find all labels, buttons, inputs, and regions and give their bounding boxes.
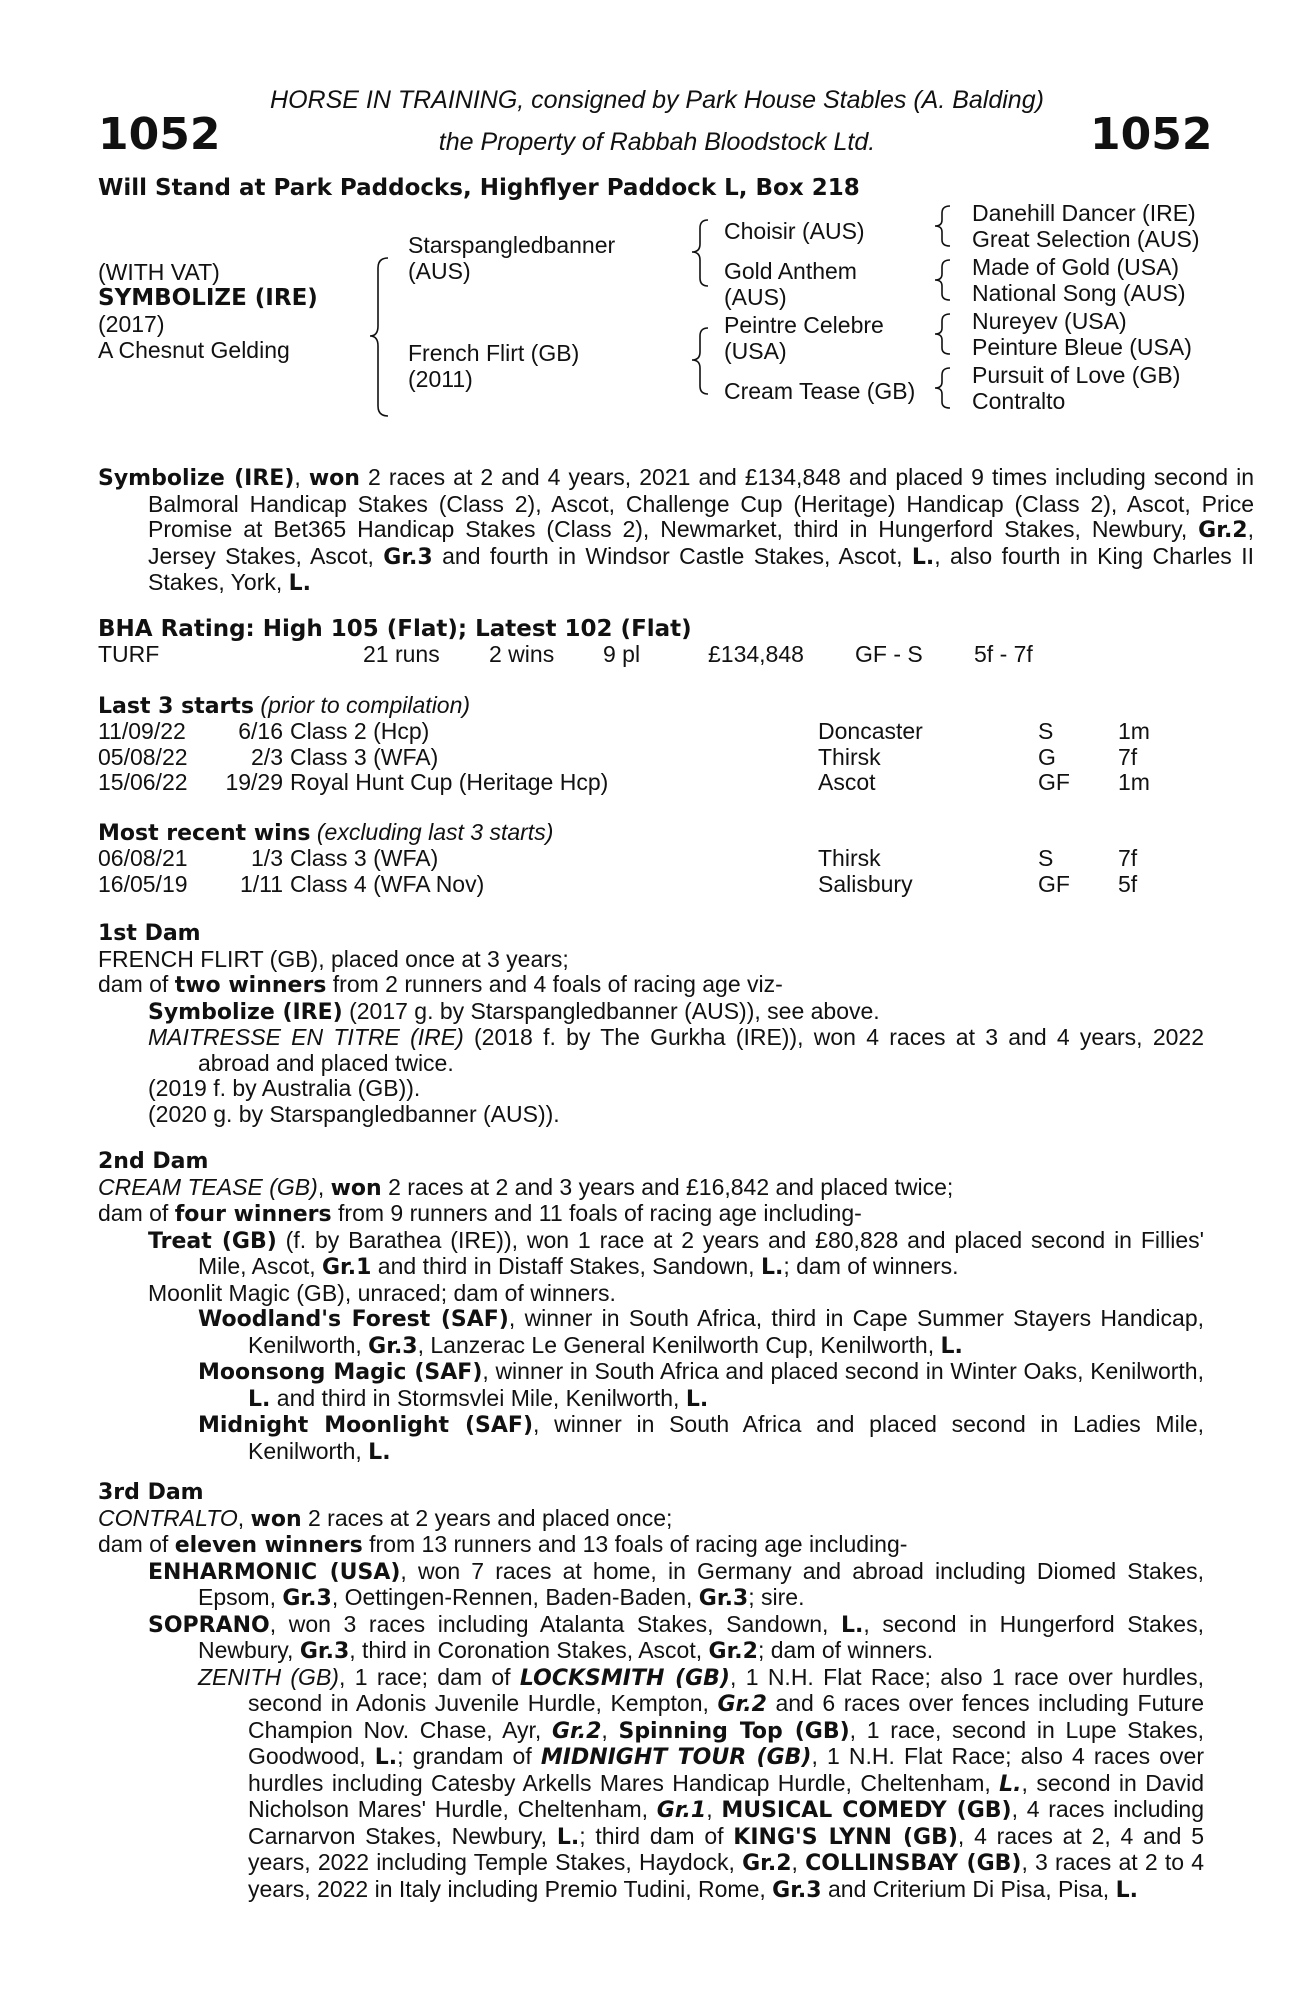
third-dam-record bbox=[98, 1506, 1204, 1533]
turf-record bbox=[98, 642, 1198, 668]
produce-entry bbox=[148, 1612, 1204, 1665]
cell-date: 05/08/22 bbox=[98, 743, 188, 770]
text: , 1 N.H. Flat Race; also 4 races over hurdles including Catesby Arkells Mares Handicap Hurdle, Cheltenham, bbox=[248, 1743, 1204, 1796]
sire-sire-sire: Danehill Dancer (IRE) bbox=[972, 200, 1196, 226]
text: , 1 N.H. Flat Race; also 1 race over hurdles, second in Adonis Juvenile Hurdle, Kempton, bbox=[248, 1663, 1204, 1716]
produce-name: Woodland's Forest (SAF) bbox=[198, 1307, 509, 1332]
produce-name: KING'S LYNN (GB) bbox=[733, 1824, 958, 1850]
listed-badge: L. bbox=[841, 1612, 864, 1638]
listed-badge: L. bbox=[368, 1439, 391, 1465]
text: dam of bbox=[98, 1200, 175, 1226]
grade-badge: Gr.3 bbox=[383, 544, 433, 570]
text: from 2 runners and 4 foals of racing age viz- bbox=[326, 971, 783, 997]
listed-badge: L. bbox=[999, 1771, 1022, 1797]
cell-course: Doncaster bbox=[818, 718, 923, 744]
produce-name: MUSICAL COMEDY (GB) bbox=[721, 1798, 1012, 1823]
text: dam of bbox=[98, 971, 175, 997]
text: from 9 runners and 11 foals of racing age including- bbox=[331, 1200, 862, 1226]
recent-wins-table bbox=[98, 846, 1198, 897]
grade-badge: Gr.2 bbox=[717, 1692, 767, 1717]
third-dam-produce-summary bbox=[98, 1532, 1204, 1559]
first-dam-produce-summary bbox=[98, 972, 1204, 999]
summary-won: won bbox=[308, 466, 360, 491]
consignor-line: HORSE IN TRAINING, consigned by Park House Stables (A. Balding) bbox=[270, 86, 1044, 114]
going-range: GF - S bbox=[855, 641, 923, 667]
cell-race: Royal Hunt Cup (Heritage Hcp) bbox=[290, 769, 609, 795]
sire-country: (AUS) bbox=[408, 258, 471, 284]
recent-win-row bbox=[98, 846, 1198, 872]
text: from 13 runners and 13 foals of racing age including- bbox=[362, 1531, 908, 1557]
foaling-year: (2017) bbox=[98, 311, 165, 337]
cell-race: Class 3 (WFA) bbox=[290, 845, 439, 871]
dam-name: CREAM TEASE (GB) bbox=[98, 1173, 318, 1200]
text: , 4 races including Carnarvon Stakes, Newbury, bbox=[248, 1796, 1205, 1849]
listed-badge: L. bbox=[1115, 1877, 1138, 1903]
dam-dam: Cream Tease (GB) bbox=[724, 378, 916, 404]
produce-name: Midnight Moonlight (SAF) bbox=[198, 1413, 534, 1438]
text: ; grandam of bbox=[397, 1743, 541, 1769]
produce-name: ZENITH (GB) bbox=[198, 1663, 339, 1690]
text: and third in Distaff Stakes, Sandown, bbox=[371, 1253, 761, 1279]
cell-course: Salisbury bbox=[818, 870, 913, 897]
recent-wins-title: Most recent wins bbox=[98, 821, 311, 846]
third-dam-heading: 3rd Dam bbox=[98, 1480, 204, 1505]
cell-course: Thirsk bbox=[818, 743, 881, 770]
produce-name: MIDNIGHT TOUR (GB) bbox=[540, 1745, 812, 1770]
text: , 3 races at 2 to 4 years, 2022 in Italy including Premio Tudini, Rome, bbox=[248, 1849, 1205, 1902]
cell-dist: 7f bbox=[1118, 743, 1138, 770]
horse-description: A Chesnut Gelding bbox=[98, 337, 290, 363]
surface: TURF bbox=[98, 641, 160, 667]
dam-sire-sire: Nureyev (USA) bbox=[972, 308, 1127, 334]
summary-horse-name: Symbolize (IRE) bbox=[98, 466, 295, 491]
won-label: won bbox=[250, 1506, 302, 1532]
produce-name: LOCKSMITH (GB) bbox=[519, 1665, 730, 1691]
first-dam-section bbox=[98, 921, 1204, 1127]
text: , Lanzerac Le General Kenilworth Cup, Kenilworth, bbox=[417, 1331, 941, 1358]
last-start-row bbox=[98, 745, 1198, 771]
cell-pos: 1/11 bbox=[239, 870, 283, 897]
last-starts-title: Last 3 starts bbox=[98, 694, 255, 719]
grade-badge: Gr.3 bbox=[772, 1877, 822, 1903]
text: ; dam of winners. bbox=[757, 1637, 934, 1663]
grade-badge: Gr.3 bbox=[698, 1586, 749, 1611]
sire-dam-country: (AUS) bbox=[724, 284, 787, 310]
text: , third in Coronation Stakes, Ascot, bbox=[349, 1637, 709, 1663]
cell-course: Ascot bbox=[818, 769, 876, 795]
pedigree-table bbox=[0, 190, 1314, 420]
cell-race: Class 4 (WFA Nov) bbox=[290, 870, 485, 897]
text: , 1 race; dam of bbox=[338, 1663, 520, 1690]
recent-wins-heading bbox=[98, 820, 553, 847]
listed-badge: L. bbox=[911, 544, 935, 570]
vat-note: (WITH VAT) bbox=[98, 259, 220, 285]
dam-name: CONTRALTO bbox=[98, 1504, 238, 1531]
grade-badge: Gr.2 bbox=[551, 1718, 602, 1744]
first-dam-heading: 1st Dam bbox=[98, 921, 201, 946]
cell-dist: 5f bbox=[1118, 870, 1138, 897]
grade-badge: Gr.1 bbox=[321, 1255, 372, 1280]
cell-pos: 1/3 bbox=[251, 845, 283, 871]
text: , Oettingen-Rennen, Baden-Baden, bbox=[331, 1584, 699, 1610]
cell-going: S bbox=[1038, 845, 1054, 871]
text: and 6 races over fences including Future Champion Nov. Chase, Ayr, bbox=[248, 1690, 1204, 1743]
grade-badge: Gr.2 bbox=[742, 1851, 792, 1876]
text: , bbox=[317, 1173, 331, 1200]
text: 2 races at 2 years and placed once; bbox=[301, 1504, 673, 1531]
cell-dist: 1m bbox=[1118, 769, 1150, 795]
text: and Criterium Di Pisa, Pisa, bbox=[821, 1875, 1116, 1902]
first-dam-record: FRENCH FLIRT (GB), placed once at 3 years; bbox=[98, 945, 569, 972]
text: , bbox=[791, 1849, 806, 1875]
text: , bbox=[601, 1716, 619, 1743]
sire-dam-sire: Made of Gold (USA) bbox=[972, 254, 1180, 280]
cell-going: GF bbox=[1038, 870, 1070, 897]
second-dam-heading: 2nd Dam bbox=[98, 1149, 209, 1174]
third-dam-section bbox=[98, 1480, 1204, 1903]
listed-badge: L. bbox=[685, 1386, 709, 1412]
summary-text: 2 races at 2 and 4 years, 2021 and £134,848 and placed 9 times including second in Balmoral Handicap Stakes (Class 2), Ascot, Challenge Cup (Heritage) Handicap (Class 2), Ascot, Price Promise at Bet365 Handicap Stakes (Class 2), Newmarket, third in Hungerford Stakes, Newbury, bbox=[148, 464, 1255, 542]
produce-details: (2017 g. by Starspangledbanner (AUS)), see above. bbox=[342, 997, 880, 1024]
text: ; dam of winners. bbox=[783, 1253, 959, 1279]
cell-date: 11/09/22 bbox=[98, 718, 186, 744]
produce-entry bbox=[148, 1025, 1204, 1076]
dam-name: French Flirt (GB) bbox=[408, 340, 580, 366]
horse-name: SYMBOLIZE (IRE) bbox=[98, 285, 318, 311]
sire-dam-name: Gold Anthem bbox=[724, 258, 857, 284]
text: , winner in South Africa, third in Cape Summer Stayers Handicap, Kenilworth, bbox=[248, 1305, 1204, 1358]
produce-name: Treat (GB) bbox=[148, 1228, 277, 1254]
text: , won 7 races at home, in Germany and abroad including Diomed Stakes, Epsom, bbox=[198, 1557, 1205, 1610]
text: 2 races at 2 and 3 years and £16,842 and placed twice; bbox=[381, 1173, 954, 1200]
second-dam-produce-summary bbox=[98, 1201, 1204, 1228]
cell-date: 15/06/22 bbox=[98, 769, 188, 795]
grade-badge: Gr.1 bbox=[656, 1798, 707, 1823]
text: , second in David Nicholson Mares' Hurdle, Cheltenham, bbox=[248, 1769, 1204, 1822]
dam-dam-sire: Pursuit of Love (GB) bbox=[972, 362, 1181, 388]
produce-entry: Moonlit Magic (GB), unraced; dam of winners. bbox=[148, 1279, 616, 1306]
grade-badge: Gr.2 bbox=[1198, 518, 1248, 543]
stand-location: Will Stand at Park Paddocks, Highflyer Paddock L, Box 218 bbox=[98, 175, 860, 201]
dam-sire-country: (USA) bbox=[724, 338, 787, 364]
cell-pos: 2/3 bbox=[251, 743, 283, 770]
dam-dam-dam: Contralto bbox=[972, 388, 1066, 414]
lot-number-left: 1052 bbox=[98, 109, 221, 160]
text: (f. by Barathea (IRE)), won 1 race at 2 years and £80,828 and placed second in Fillies' Mile, Ascot, bbox=[198, 1226, 1205, 1279]
cell-dist: 7f bbox=[1118, 845, 1138, 871]
last-starts-heading bbox=[98, 693, 470, 720]
wins: 2 wins bbox=[489, 641, 555, 667]
text: dam of bbox=[98, 1531, 175, 1557]
text: ; third dam of bbox=[579, 1822, 734, 1849]
produce-details: (2018 f. by The Gurkha (IRE)), won 4 races at 3 and 4 years, 2022 abroad and placed twice. bbox=[198, 1024, 1204, 1076]
text: , 4 races at 2, 4 and 5 years, 2022 including Temple Stakes, Haydock, bbox=[248, 1822, 1204, 1875]
cell-date: 16/05/19 bbox=[98, 870, 188, 897]
sire-name: Starspangledbanner bbox=[408, 232, 616, 258]
cell-going: S bbox=[1038, 718, 1054, 744]
produce-name: ENHARMONIC (USA) bbox=[148, 1559, 401, 1585]
last-starts-note: (prior to compilation) bbox=[260, 692, 471, 718]
runs: 21 runs bbox=[363, 641, 440, 667]
cell-race: Class 2 (Hcp) bbox=[290, 718, 430, 744]
text: and third in Stormsvlei Mile, Kenilworth, bbox=[270, 1384, 686, 1411]
sire-sire-dam: Great Selection (AUS) bbox=[972, 226, 1200, 252]
cell-going: G bbox=[1038, 743, 1056, 770]
sire-sire: Choisir (AUS) bbox=[724, 218, 865, 244]
text: , second in Hungerford Stakes, Newbury, bbox=[198, 1610, 1204, 1663]
cell-course: Thirsk bbox=[818, 845, 881, 871]
distance-range: 5f - 7f bbox=[974, 641, 1033, 667]
grade-badge: Gr.2 bbox=[708, 1639, 758, 1664]
produce-name: MAITRESSE EN TITRE (IRE) bbox=[148, 1024, 464, 1050]
lot-number-right: 1052 bbox=[1090, 109, 1213, 160]
last-starts-table bbox=[98, 719, 1198, 796]
produce-entry bbox=[148, 1559, 1204, 1612]
cell-dist: 1m bbox=[1118, 718, 1150, 744]
winners-count: eleven winners bbox=[174, 1533, 363, 1558]
cell-pos: 19/29 bbox=[225, 769, 283, 795]
dam-sire-name: Peintre Celebre bbox=[724, 312, 884, 338]
text: , bbox=[237, 1504, 251, 1531]
text: , won 3 races including Atalanta Stakes, Sandown, bbox=[269, 1610, 842, 1637]
listed-badge: L. bbox=[760, 1255, 784, 1280]
listed-badge: L. bbox=[374, 1745, 398, 1770]
cell-date: 06/08/21 bbox=[98, 845, 188, 871]
dam-year: (2011) bbox=[408, 366, 473, 392]
produce-name: Symbolize (IRE) bbox=[148, 999, 343, 1025]
second-dam-record bbox=[98, 1175, 1204, 1202]
last-start-row bbox=[98, 770, 1198, 796]
property-line: the Property of Rabbah Bloodstock Ltd. bbox=[438, 128, 876, 156]
listed-badge: L. bbox=[248, 1386, 271, 1412]
recent-wins-note: (excluding last 3 starts) bbox=[316, 819, 554, 845]
recent-win-row bbox=[98, 872, 1198, 898]
listed-badge: L. bbox=[288, 571, 312, 596]
won-label: won bbox=[330, 1175, 382, 1201]
produce-name: SOPRANO bbox=[148, 1612, 270, 1638]
produce-name: COLLINSBAY (GB) bbox=[805, 1851, 1022, 1876]
produce-entry: (2020 g. by Starspangledbanner (AUS)). bbox=[148, 1100, 560, 1127]
text: , winner in South Africa and placed second in Ladies Mile, Kenilworth, bbox=[248, 1411, 1204, 1464]
text: , winner in South Africa and placed second in Winter Oaks, Kenilworth, bbox=[482, 1358, 1204, 1384]
produce-name: Moonsong Magic (SAF) bbox=[198, 1360, 483, 1385]
produce-entry bbox=[198, 1412, 1204, 1465]
summary-text: and fourth in Windsor Castle Stakes, Ascot, bbox=[432, 542, 912, 569]
cell-race: Class 3 (WFA) bbox=[290, 743, 439, 770]
produce-name: Spinning Top (GB) bbox=[618, 1718, 850, 1744]
produce-entry bbox=[198, 1306, 1204, 1359]
sire-dam-dam: National Song (AUS) bbox=[972, 280, 1186, 306]
dam-sire-dam: Peinture Bleue (USA) bbox=[972, 334, 1192, 360]
cell-going: GF bbox=[1038, 769, 1070, 795]
produce-entry bbox=[148, 1228, 1204, 1281]
listed-badge: L. bbox=[556, 1824, 580, 1850]
places: 9 pl bbox=[603, 641, 641, 667]
grade-badge: Gr.3 bbox=[368, 1333, 418, 1359]
winners-count: two winners bbox=[174, 973, 327, 998]
text: ; sire. bbox=[748, 1584, 805, 1610]
produce-entry: (2019 f. by Australia (GB)). bbox=[148, 1075, 421, 1101]
grade-badge: Gr.3 bbox=[282, 1586, 332, 1611]
listed-badge: L. bbox=[940, 1333, 963, 1359]
bha-rating: BHA Rating: High 105 (Flat); Latest 102 (Flat) bbox=[98, 616, 692, 642]
produce-entry bbox=[148, 999, 1204, 1026]
text: , bbox=[706, 1796, 722, 1822]
second-dam-section bbox=[98, 1149, 1204, 1465]
produce-entry bbox=[198, 1665, 1204, 1904]
cell-pos: 6/16 bbox=[238, 718, 283, 744]
earnings: £134,848 bbox=[708, 641, 804, 667]
produce-entry bbox=[198, 1359, 1204, 1412]
summary-text: , also fourth in King Charles II Stakes, York, bbox=[148, 542, 1254, 595]
text: , 1 race, second in Lupe Stakes, Goodwood, bbox=[248, 1716, 1205, 1769]
grade-badge: Gr.3 bbox=[299, 1639, 350, 1664]
summary-text: , Jersey Stakes, Ascot, bbox=[148, 516, 1254, 569]
race-record-summary: Symbolize (IRE), won 2 races at 2 and 4 years, 2021 and £134,848 and placed 9 times including second in Balmoral Handicap Stakes (Class 2), Ascot, Challenge Cup (Heritage) Handicap (Class 2), Ascot, Price Promise at Bet365 Handicap Stakes (Class 2), Newmarket, third in Hungerford Stakes, Newbury, Gr.2, Jersey Stakes, Ascot, Gr.3 and fourth in Windsor Castle Stakes, Ascot, L., also fourth in King Charles II Stakes, York, L. bbox=[98, 464, 1255, 596]
winners-count: four winners bbox=[174, 1202, 332, 1227]
last-start-row bbox=[98, 719, 1198, 745]
